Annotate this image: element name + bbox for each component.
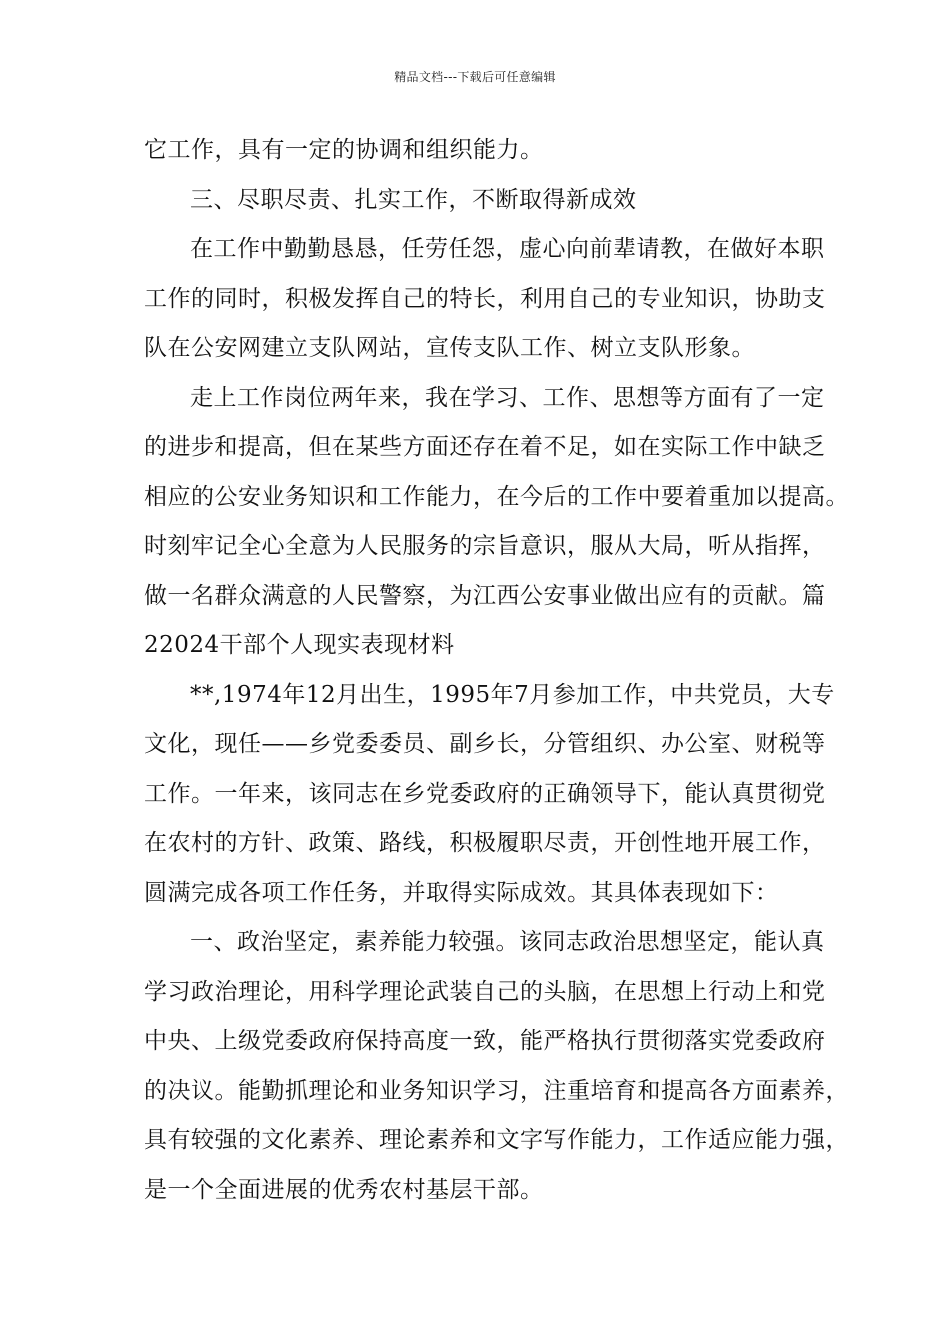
text-line: 在农村的方针、政策、路线，积极履职尽责，开创性地开展工作，: [144, 830, 826, 856]
text-line: 学习政治理论，用科学理论武装自己的头脑，在思想上行动上和党: [144, 978, 826, 1005]
text-line: 它工作，具有一定的协调和组织能力。: [144, 137, 544, 163]
text-line: 在工作中勤勤恳恳，任劳任怨，虚心向前辈请教，在做好本职: [190, 236, 825, 262]
text-line: 队在公安网建立支队网站，宣传支队工作、树立支队形象。: [144, 335, 755, 361]
page-header: 精品文档---下载后可任意编辑: [394, 70, 556, 84]
text-line: 中央、上级党委政府保持高度一致，能严格执行贯彻落实党委政府: [144, 1028, 826, 1054]
text-line: 是一个全面进展的优秀农村基层干部。: [144, 1176, 544, 1203]
text-line: 工作。一年来，该同志在乡党委政府的正确领导下，能认真贯彻党: [144, 780, 826, 807]
text-line: 的决议。能勤抓理论和业务知识学习，注重培育和提高各方面素养，: [144, 1077, 849, 1104]
text-line: 时刻牢记全心全意为人民服务的宗旨意识，服从大局，听从指挥，: [144, 533, 826, 559]
text-line: 圆满完成各项工作任务，并取得实际成效。其具体表现如下：: [144, 879, 779, 906]
text-line: **,1974年12月出生，1995年7月参加工作，中共党员，大专: [190, 681, 835, 708]
document-body: [144, 126, 849, 1215]
text-line: 文化，现任——乡党委委员、副乡长，分管组织、办公室、财税等: [144, 731, 826, 757]
text-line: 具有较强的文化素养、理论素养和文字写作能力，工作适应能力强，: [144, 1127, 849, 1153]
text-line: 做一名群众满意的人民警察，为江西公安事业做出应有的贡献。篇: [144, 582, 826, 609]
text-line: 的进步和提高，但在某些方面还存在着不足，如在实际工作中缺乏: [144, 434, 826, 460]
text-line: 工作的同时，积极发挥自己的特长，利用自己的专业知识，协助支: [144, 285, 826, 312]
text-line: 一、政治坚定，素养能力较强。该同志政治思想坚定，能认真: [190, 929, 825, 955]
text-line: 相应的公安业务知识和工作能力，在今后的工作中要着重加以提高。: [144, 483, 849, 510]
text-line: 22024干部个人现实表现材料: [144, 632, 455, 658]
text-line: 走上工作岗位两年来，我在学习、工作、思想等方面有了一定: [190, 384, 825, 411]
text-line: 三、尽职尽责、扎实工作，不断取得新成效: [190, 186, 637, 213]
